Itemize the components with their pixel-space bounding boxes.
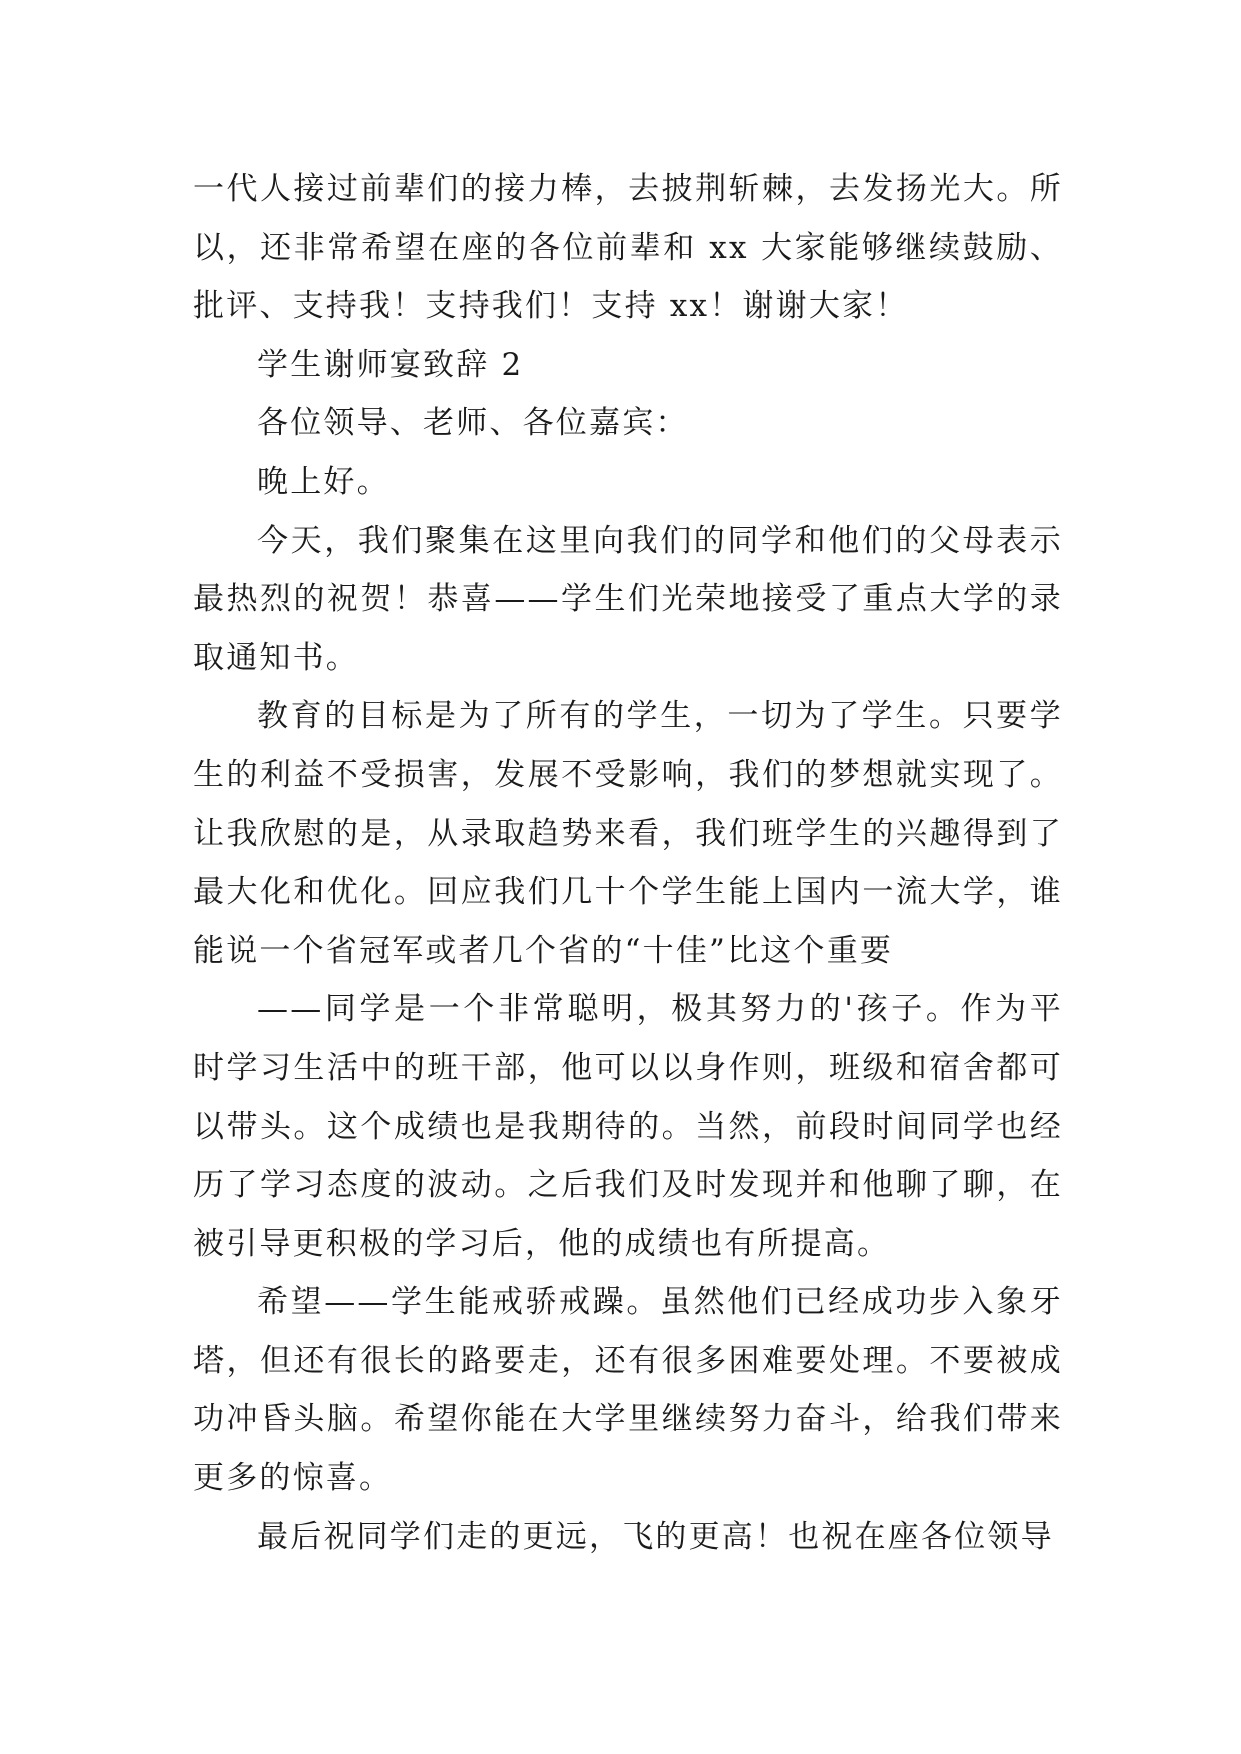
paragraph-hope: 希望——学生能戒骄戒躁。虽然他们已经成功步入象牙塔，但还有很长的路要走，还有很多困难要处理。不要被成功冲昏头脑。希望你能在大学里继续努力奋斗，给我们带来更多的惊喜。 — [193, 1284, 1063, 1497]
paragraph-final-wishes: 最后祝同学们走的更远，飞的更高！也祝在座各位领导 — [257, 1518, 1054, 1555]
paragraph-closing-remarks: 一代人接过前辈们的接力棒，去披荆斩棘，去发扬光大。所以，还非常希望在座的各位前辈和 xx 大家能够继续鼓励、批评、支持我！支持我们！支持 xx！谢谢大家！ — [193, 171, 1063, 325]
paragraph-education-goal: 教育的目标是为了所有的学生，一切为了学生。只要学生的利益不受损害，发展不受影响，我们的梦想就实现了。让我欣慰的是，从录取趋势来看，我们班学生的兴趣得到了最大化和优化。回应我们几十个学生能上国内一流大学，谁能说一个省冠军或者几个省的“十佳”比这个重要 — [193, 698, 1063, 969]
section-title: 学生谢师宴致辞 2 — [257, 346, 524, 383]
paragraph-congratulations: 今天，我们聚集在这里向我们的同学和他们的父母表示最热烈的祝贺！恭喜——学生们光荣地接受了重点大学的录取通知书。 — [193, 522, 1063, 676]
document-body — [193, 160, 1063, 1566]
paragraph-student-praise: ——同学是一个非常聪明，极其努力的'孩子。作为平时学习生活中的班干部，他可以以身作则，班级和宿舍都可以带头。这个成绩也是我期待的。当然，前段时间同学也经历了学习态度的波动。之后我们及时发现并和他聊了聊，在被引导更积极的学习后，他的成绩也有所提高。 — [193, 991, 1063, 1262]
salutation: 各位领导、老师、各位嘉宾： — [257, 405, 689, 442]
greeting: 晚上好。 — [257, 463, 390, 500]
